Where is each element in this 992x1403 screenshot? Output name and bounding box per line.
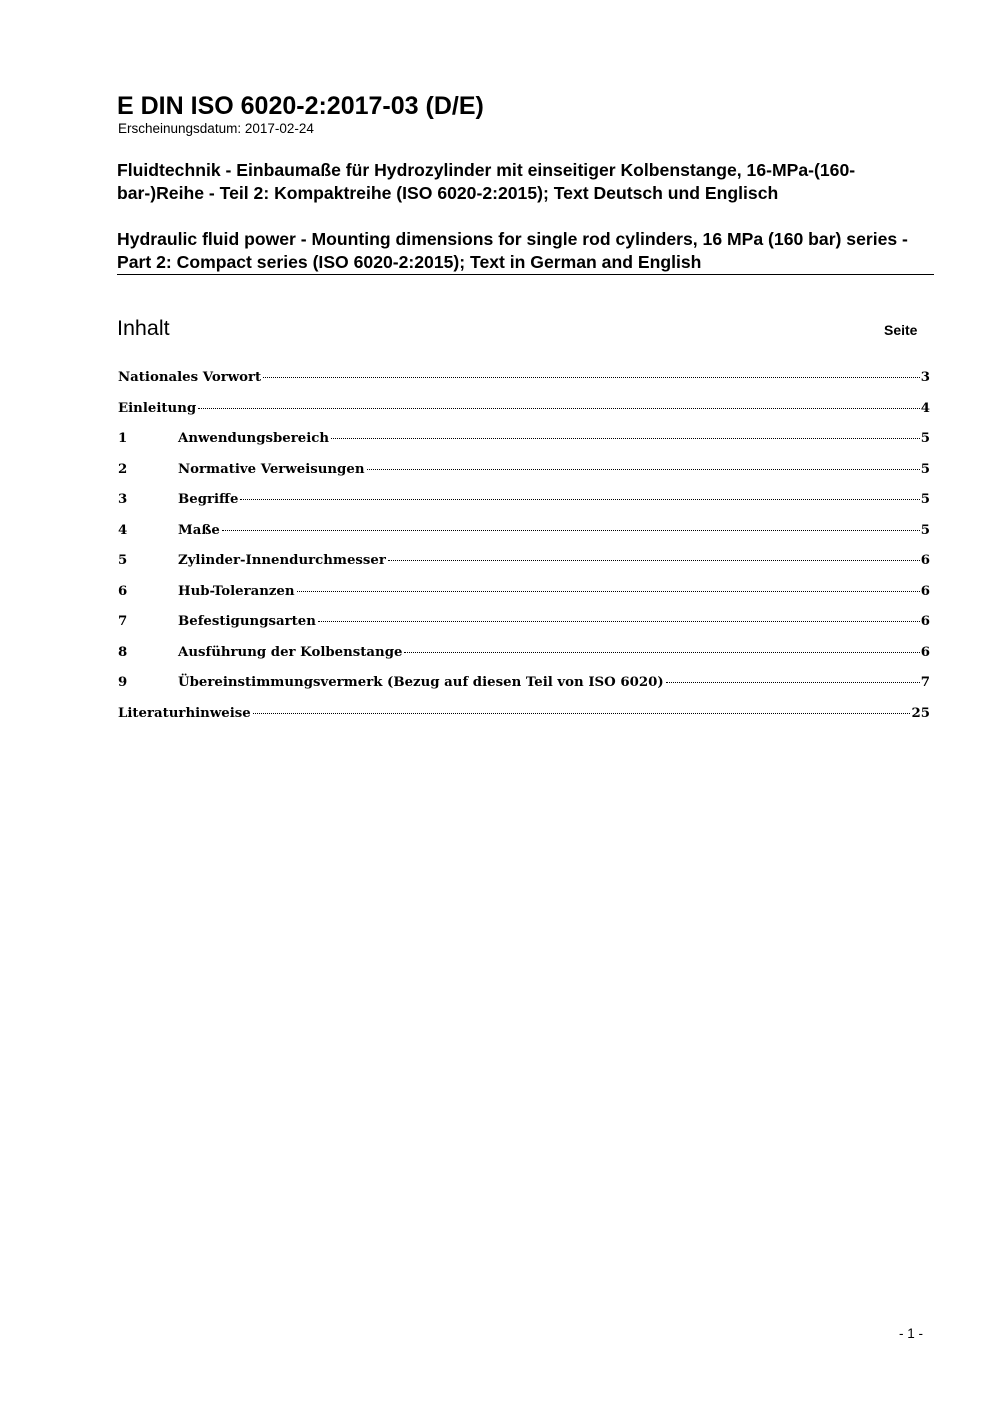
toc-entry-begriffe[interactable] — [118, 492, 930, 523]
toc-entry-anwendungsbereich[interactable] — [118, 431, 930, 462]
toc-entry-label[interactable]: Maße — [178, 522, 220, 538]
toc-entry-literaturhinweise[interactable] — [118, 706, 930, 737]
toc-entry-number: 3 — [118, 492, 128, 507]
document-title-english: Hydraulic fluid power - Mounting dimensions for single rod cylinders, 16 MPa (160 bar) series - Part 2: Compact series (ISO 6020-2:2015); Text in German and English — [117, 229, 908, 272]
toc-entry-label[interactable]: Nationales Vorwort — [118, 370, 262, 385]
toc-entry-page[interactable]: 3 — [920, 370, 930, 385]
page-number: - 1 - — [899, 1326, 924, 1341]
toc-entry-number: 9 — [118, 675, 128, 690]
toc-entry-number: 5 — [118, 553, 128, 568]
toc-entry-page[interactable]: 6 — [920, 644, 930, 660]
toc-entry-label[interactable]: Übereinstimmungsvermerk (Bezug auf diesen Teil von ISO 6020) — [178, 675, 664, 690]
toc-entry-label[interactable]: Normative Verweisungen — [178, 461, 365, 477]
toc-dot-leader — [253, 713, 911, 714]
toc-entry-page[interactable]: 6 — [920, 583, 930, 599]
toc-dot-leader — [388, 560, 920, 561]
toc-entry-hub-toleranzen[interactable] — [118, 584, 930, 615]
toc-entry-number: 4 — [118, 522, 128, 538]
title-divider — [117, 274, 934, 275]
toc-entry-page[interactable]: 25 — [911, 705, 930, 721]
toc-entry-label[interactable]: Hub-Toleranzen — [178, 583, 295, 599]
publication-date: Erscheinungsdatum: 2017-02-24 — [118, 121, 314, 136]
toc-entry-normative-verweisungen[interactable] — [118, 462, 930, 493]
toc-entry-label[interactable]: Literaturhinweise — [118, 705, 251, 721]
toc-entry-number: 7 — [118, 614, 128, 629]
toc-dot-leader — [222, 530, 920, 531]
toc-heading: Inhalt — [117, 316, 170, 340]
toc-entry-label[interactable]: Begriffe — [178, 492, 239, 507]
toc-entry-page[interactable]: 4 — [920, 400, 930, 416]
toc-dot-leader — [666, 682, 920, 683]
toc-entry-number: 6 — [118, 583, 128, 599]
toc-entry-page[interactable]: 5 — [920, 522, 930, 538]
toc-dot-leader — [263, 377, 920, 378]
toc-entry-ausfuehrung-kolbenstange[interactable] — [118, 645, 930, 676]
toc-entry-page[interactable]: 5 — [920, 461, 930, 477]
toc-entry-befestigungsarten[interactable] — [118, 614, 930, 645]
toc-entry-number: 1 — [118, 431, 128, 446]
toc-dot-leader — [297, 591, 920, 592]
toc-dot-leader — [367, 469, 920, 470]
document-title: E DIN ISO 6020-2:2017-03 (D/E) — [117, 92, 484, 120]
toc-entry-page[interactable]: 6 — [920, 614, 930, 629]
toc-dot-leader — [240, 499, 919, 500]
toc-entry-number: 2 — [118, 461, 128, 477]
toc-dot-leader — [404, 652, 919, 653]
toc-page-column-heading: Seite — [884, 322, 918, 338]
toc-entry-label[interactable]: Ausführung der Kolbenstange — [178, 644, 403, 660]
toc-dot-leader — [198, 408, 920, 409]
toc-dot-leader — [318, 621, 920, 622]
toc-entry-page[interactable]: 5 — [920, 492, 930, 507]
table-of-contents — [118, 370, 930, 736]
toc-entry-label[interactable]: Anwendungsbereich — [178, 431, 330, 446]
toc-entry-page[interactable]: 5 — [920, 431, 930, 446]
toc-entry-uebereinstimmungsvermerk[interactable] — [118, 675, 930, 706]
toc-entry-number: 8 — [118, 644, 128, 660]
toc-entry-label[interactable]: Einleitung — [118, 400, 197, 416]
toc-entry-label[interactable]: Zylinder-Innendurchmesser — [178, 553, 386, 568]
document-title-german: Fluidtechnik - Einbaumaße für Hydrozylinder mit einseitiger Kolbenstange, 16-MPa-(160-bar-)Reihe - Teil 2: Kompaktreihe (ISO 6020-2:2015); Text Deutsch und Englisch — [117, 160, 856, 203]
toc-entry-masse[interactable] — [118, 523, 930, 554]
toc-entry-einleitung[interactable] — [118, 401, 930, 432]
toc-entry-nationales-vorwort[interactable] — [118, 370, 930, 401]
toc-entry-page[interactable]: 6 — [920, 553, 930, 568]
toc-entry-zylinder-innendurchmesser[interactable] — [118, 553, 930, 584]
toc-dot-leader — [331, 438, 920, 439]
toc-entry-label[interactable]: Befestigungsarten — [178, 614, 316, 629]
toc-entry-page[interactable]: 7 — [920, 675, 930, 690]
